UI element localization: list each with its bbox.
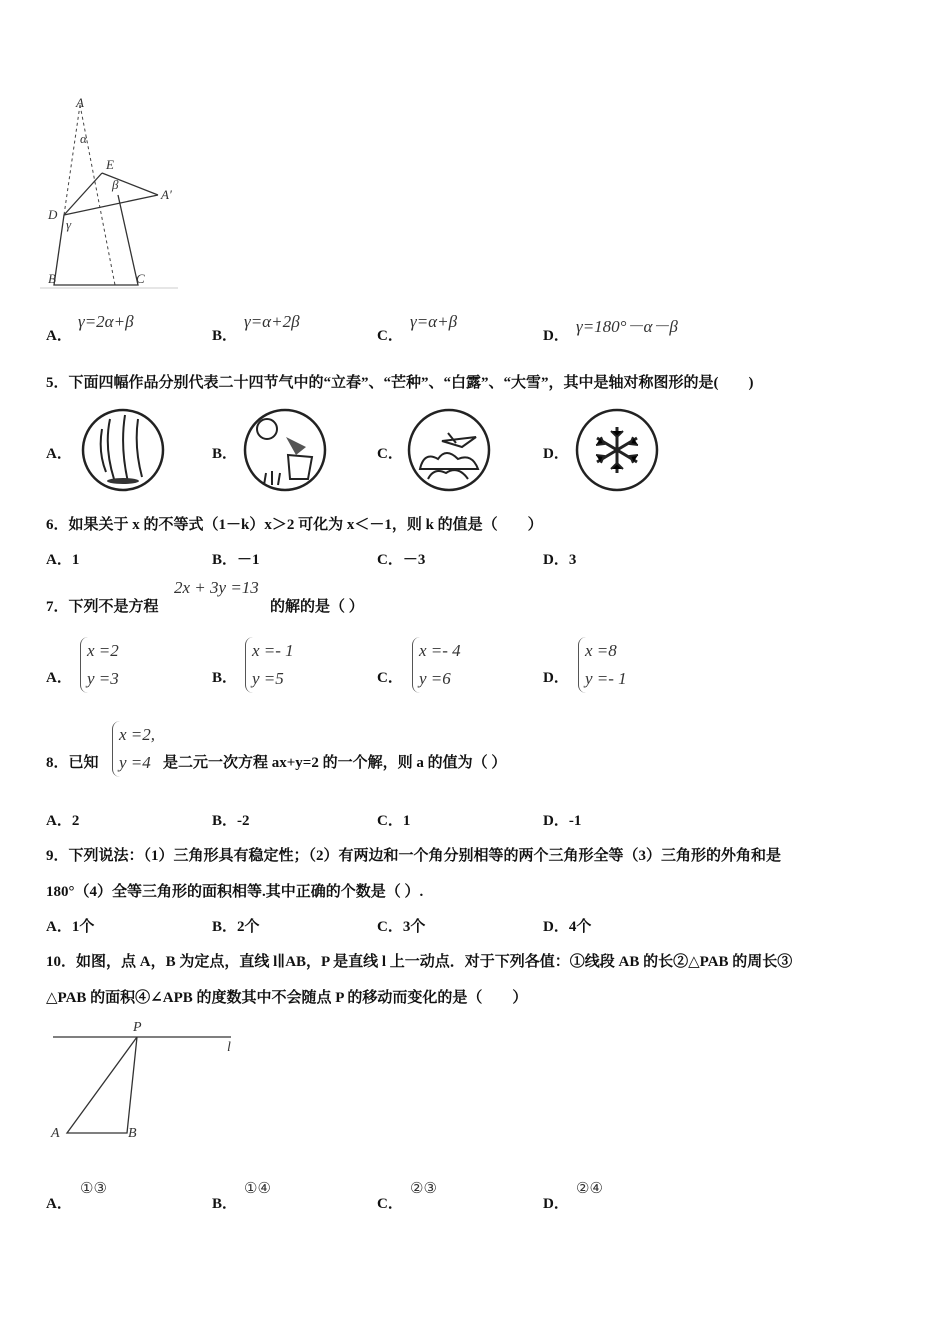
q10-line-figure [45, 1015, 245, 1145]
q5-option-c-label: C． [377, 446, 403, 462]
daxue-snowflake-image [574, 407, 660, 493]
label-D: D [48, 207, 58, 222]
q7-option-d-system: x =8 y =- 1 [578, 637, 627, 693]
q7-option-c-label: C． [377, 670, 403, 686]
label-P: P [133, 1020, 142, 1035]
q7-equation: 2x + 3y =13 [174, 578, 259, 597]
q8-option-c: C．1 [377, 813, 411, 829]
q7-option-c-system: x =- 4 y =6 [412, 637, 461, 693]
q7-option-a-system: x =2 y =3 [80, 637, 119, 693]
q8-option-d: D．-1 [543, 813, 582, 829]
mangzhong-image [242, 407, 328, 493]
q10-option-c-label: C． [377, 1196, 403, 1212]
label-A-prime: A′ [161, 187, 172, 202]
label-A: A [51, 1126, 60, 1141]
q8-question-start: 8．已知 [46, 755, 99, 771]
q6-question: 6．如果关于 x 的不等式（1－k）x＞2 可化为 x＜－1，则 k 的值是（ ） [46, 517, 543, 533]
label-A: A [76, 95, 84, 110]
q4-option-a-value: γ=2α+β [78, 312, 134, 331]
q5-option-a-label: A． [46, 446, 72, 462]
q5-question: 5．下面四幅作品分别代表二十四节气中的“立春”、“芒种”、“白露”、“大雪”，其中是轴对称图形的是( ) [46, 375, 754, 391]
q9-question-line2: 180°（4）全等三角形的面积相等.其中正确的个数是（ ）. [46, 884, 424, 900]
label-alpha: α [80, 131, 87, 146]
q8-question-end: 是二元一次方程 ax+y=2 的一个解，则 a 的值为（ ） [163, 755, 507, 771]
q6-option-a: A．1 [46, 552, 80, 568]
bailu-bird-image [406, 407, 492, 493]
q10-question-line2: △PAB 的面积④∠APB 的度数其中不会随点 P 的移动而变化的是（ ） [46, 990, 528, 1006]
q8-option-a: A．2 [46, 813, 80, 829]
q8-option-b: B．-2 [212, 813, 250, 829]
q7-question-end: 的解的是（ ） [270, 599, 364, 615]
q9-option-c: C．3个 [377, 919, 426, 935]
label-B: B [128, 1126, 137, 1141]
q6-option-c: C．－3 [377, 552, 426, 568]
label-l: l [227, 1040, 231, 1055]
q8-system: x =2, y =4 [112, 721, 155, 777]
q6-option-d: D．3 [543, 552, 577, 568]
q4-option-b-label: B． [212, 328, 238, 344]
q4-triangle-figure [40, 95, 190, 295]
q7-option-d-label: D． [543, 670, 569, 686]
q4-option-c-label: C． [377, 328, 403, 344]
q5-option-d-label: D． [543, 446, 569, 462]
q10-option-d-label: D． [543, 1196, 569, 1212]
q10-option-d-value: ②④ [576, 1181, 603, 1197]
q9-option-a: A．1个 [46, 919, 95, 935]
label-E: E [106, 157, 114, 172]
q10-option-a-value: ①③ [80, 1181, 107, 1197]
q9-option-b: B．2个 [212, 919, 260, 935]
label-gamma: γ [66, 217, 72, 232]
q10-question-line1: 10．如图，点 A，B 为定点，直线 l∥AB，P 是直线 l 上一动点．对于下列各值：①线段 AB 的长②△PAB 的周长③ [46, 954, 793, 970]
q7-option-a-label: A． [46, 670, 72, 686]
q4-option-a-label: A． [46, 328, 72, 344]
q10-option-a-label: A． [46, 1196, 72, 1212]
q4-option-b-value: γ=α+2β [244, 312, 300, 331]
q10-option-c-value: ②③ [410, 1181, 437, 1197]
q7-option-b-label: B． [212, 670, 238, 686]
q4-option-c-value: γ=α+β [410, 312, 458, 331]
q9-option-d: D．4个 [543, 919, 592, 935]
q6-option-b: B．－1 [212, 552, 260, 568]
q9-question-line1: 9．下列说法：（1）三角形具有稳定性；（2）有两边和一个角分别相等的两个三角形全等（3）三角形的外角和是 [46, 848, 782, 864]
q7-option-b-system: x =- 1 y =5 [245, 637, 294, 693]
q4-option-d-value: γ=180°－α－β [576, 317, 678, 336]
label-B: B [48, 271, 56, 286]
label-C: C [136, 271, 145, 286]
q7-question-start: 7．下列不是方程 [46, 599, 159, 615]
q4-option-d-label: D． [543, 328, 569, 344]
lichun-willow-image [80, 407, 166, 493]
label-beta: β [112, 177, 119, 192]
q5-option-b-label: B． [212, 446, 238, 462]
q10-option-b-value: ①④ [244, 1181, 271, 1197]
q10-option-b-label: B． [212, 1196, 238, 1212]
